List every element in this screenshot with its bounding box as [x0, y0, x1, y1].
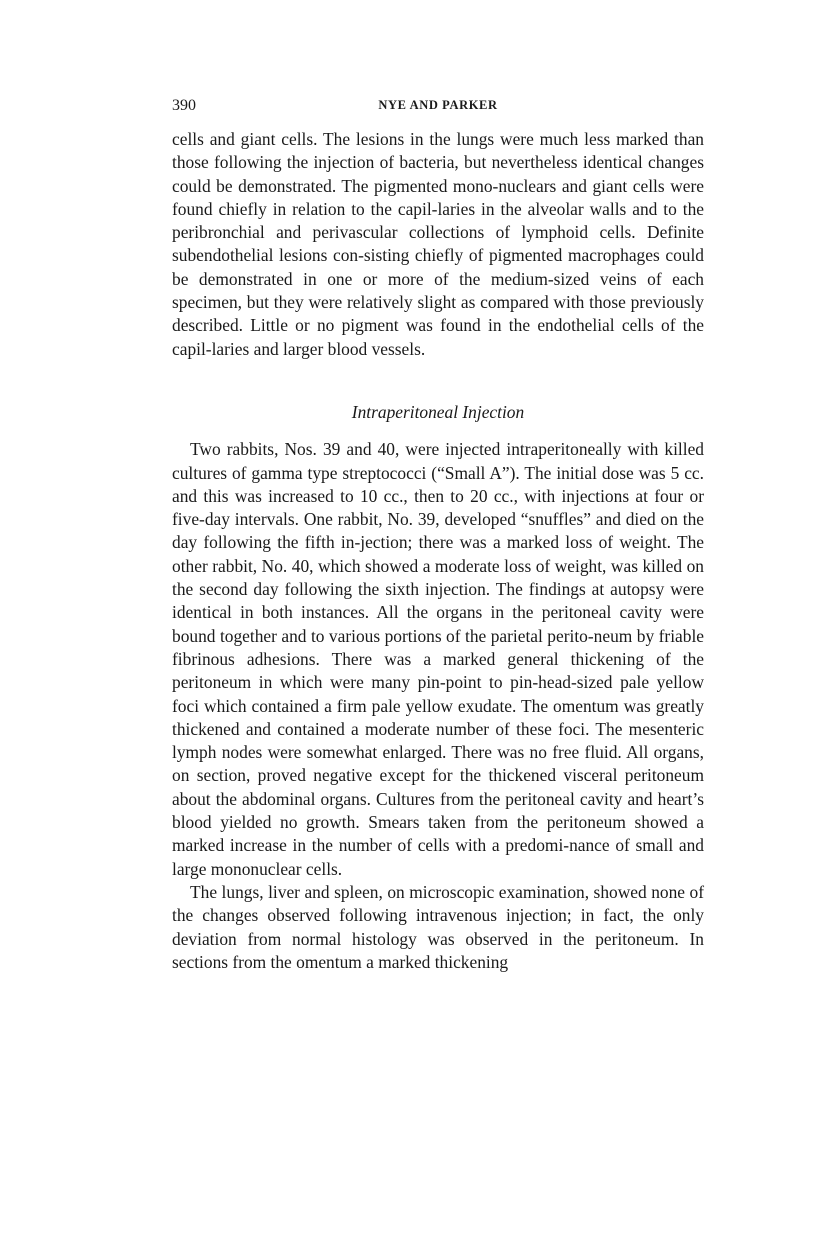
- section-heading: Intraperitoneal Injection: [351, 401, 525, 422]
- paragraph-intraperitoneal: Two rabbits, Nos. 39 and 40, were injected intraperitoneally with killed cultures of gamma type streptococci (“Small A”). The initial dose was 5 cc. and this was increased to 10 cc., then to 20 cc., with injections at four or five-day intervals. One rabbit, No. 39, developed “snuffles” and died on the day following the fifth in-jection; there was a marked loss of weight. The other rabbit, No. 40, which showed a moderate loss of weight, was killed on the second day following the sixth injection. The findings at autopsy were identical in both instances. All the organs in the peritoneal cavity were bound together and to various portions of the parietal perito-neum by friable fibrinous adhesions. There was a marked general thickening of the peritoneum in which were many pin-point to pin-head-sized pale yellow foci which contained a firm pale yellow exudate. The omentum was greatly thickened and contained a moderate number of these foci. The mesenteric lymph nodes were somewhat enlarged. There was no free fluid. All organs, on section, proved negative except for the thickened visceral peritoneum about the abdominal organs. Cultures from the peritoneal cavity and heart’s blood yielded no growth. Smears taken from the peritoneum showed a marked increase in the number of cells with a predomi-nance of small and large mononuclear cells.: [172, 439, 704, 879]
- paragraph-continuation: cells and giant cells. The lesions in the lungs were much less marked than those following the injection of bacteria, but nevertheless identical changes could be demonstrated. The pigmented mono-nuclears and giant cells were found chiefly in relation to the capil-laries in the alveolar walls and to the peribronchial and perivascular collections of lymphoid cells. Definite subendothelial lesions con-sisting chiefly of pigmented macrophages could be demonstrated in one or more of the medium-sized veins of each specimen, but they were relatively slight as compared with those previously described. Little or no pigment was found in the endothelial cells of the capil-laries and larger blood vessels.: [172, 129, 704, 359]
- document-page: [172, 94, 704, 974]
- running-title: NYE AND PARKER: [378, 98, 498, 112]
- paragraph-microscopic: The lungs, liver and spleen, on microscopic examination, showed none of the changes observed following intravenous injection; in fact, the only deviation from normal histology was observed in the peritoneum. In sections from the omentum a marked thickening: [172, 881, 704, 972]
- page-number: 390: [172, 97, 196, 114]
- running-head: [172, 94, 704, 120]
